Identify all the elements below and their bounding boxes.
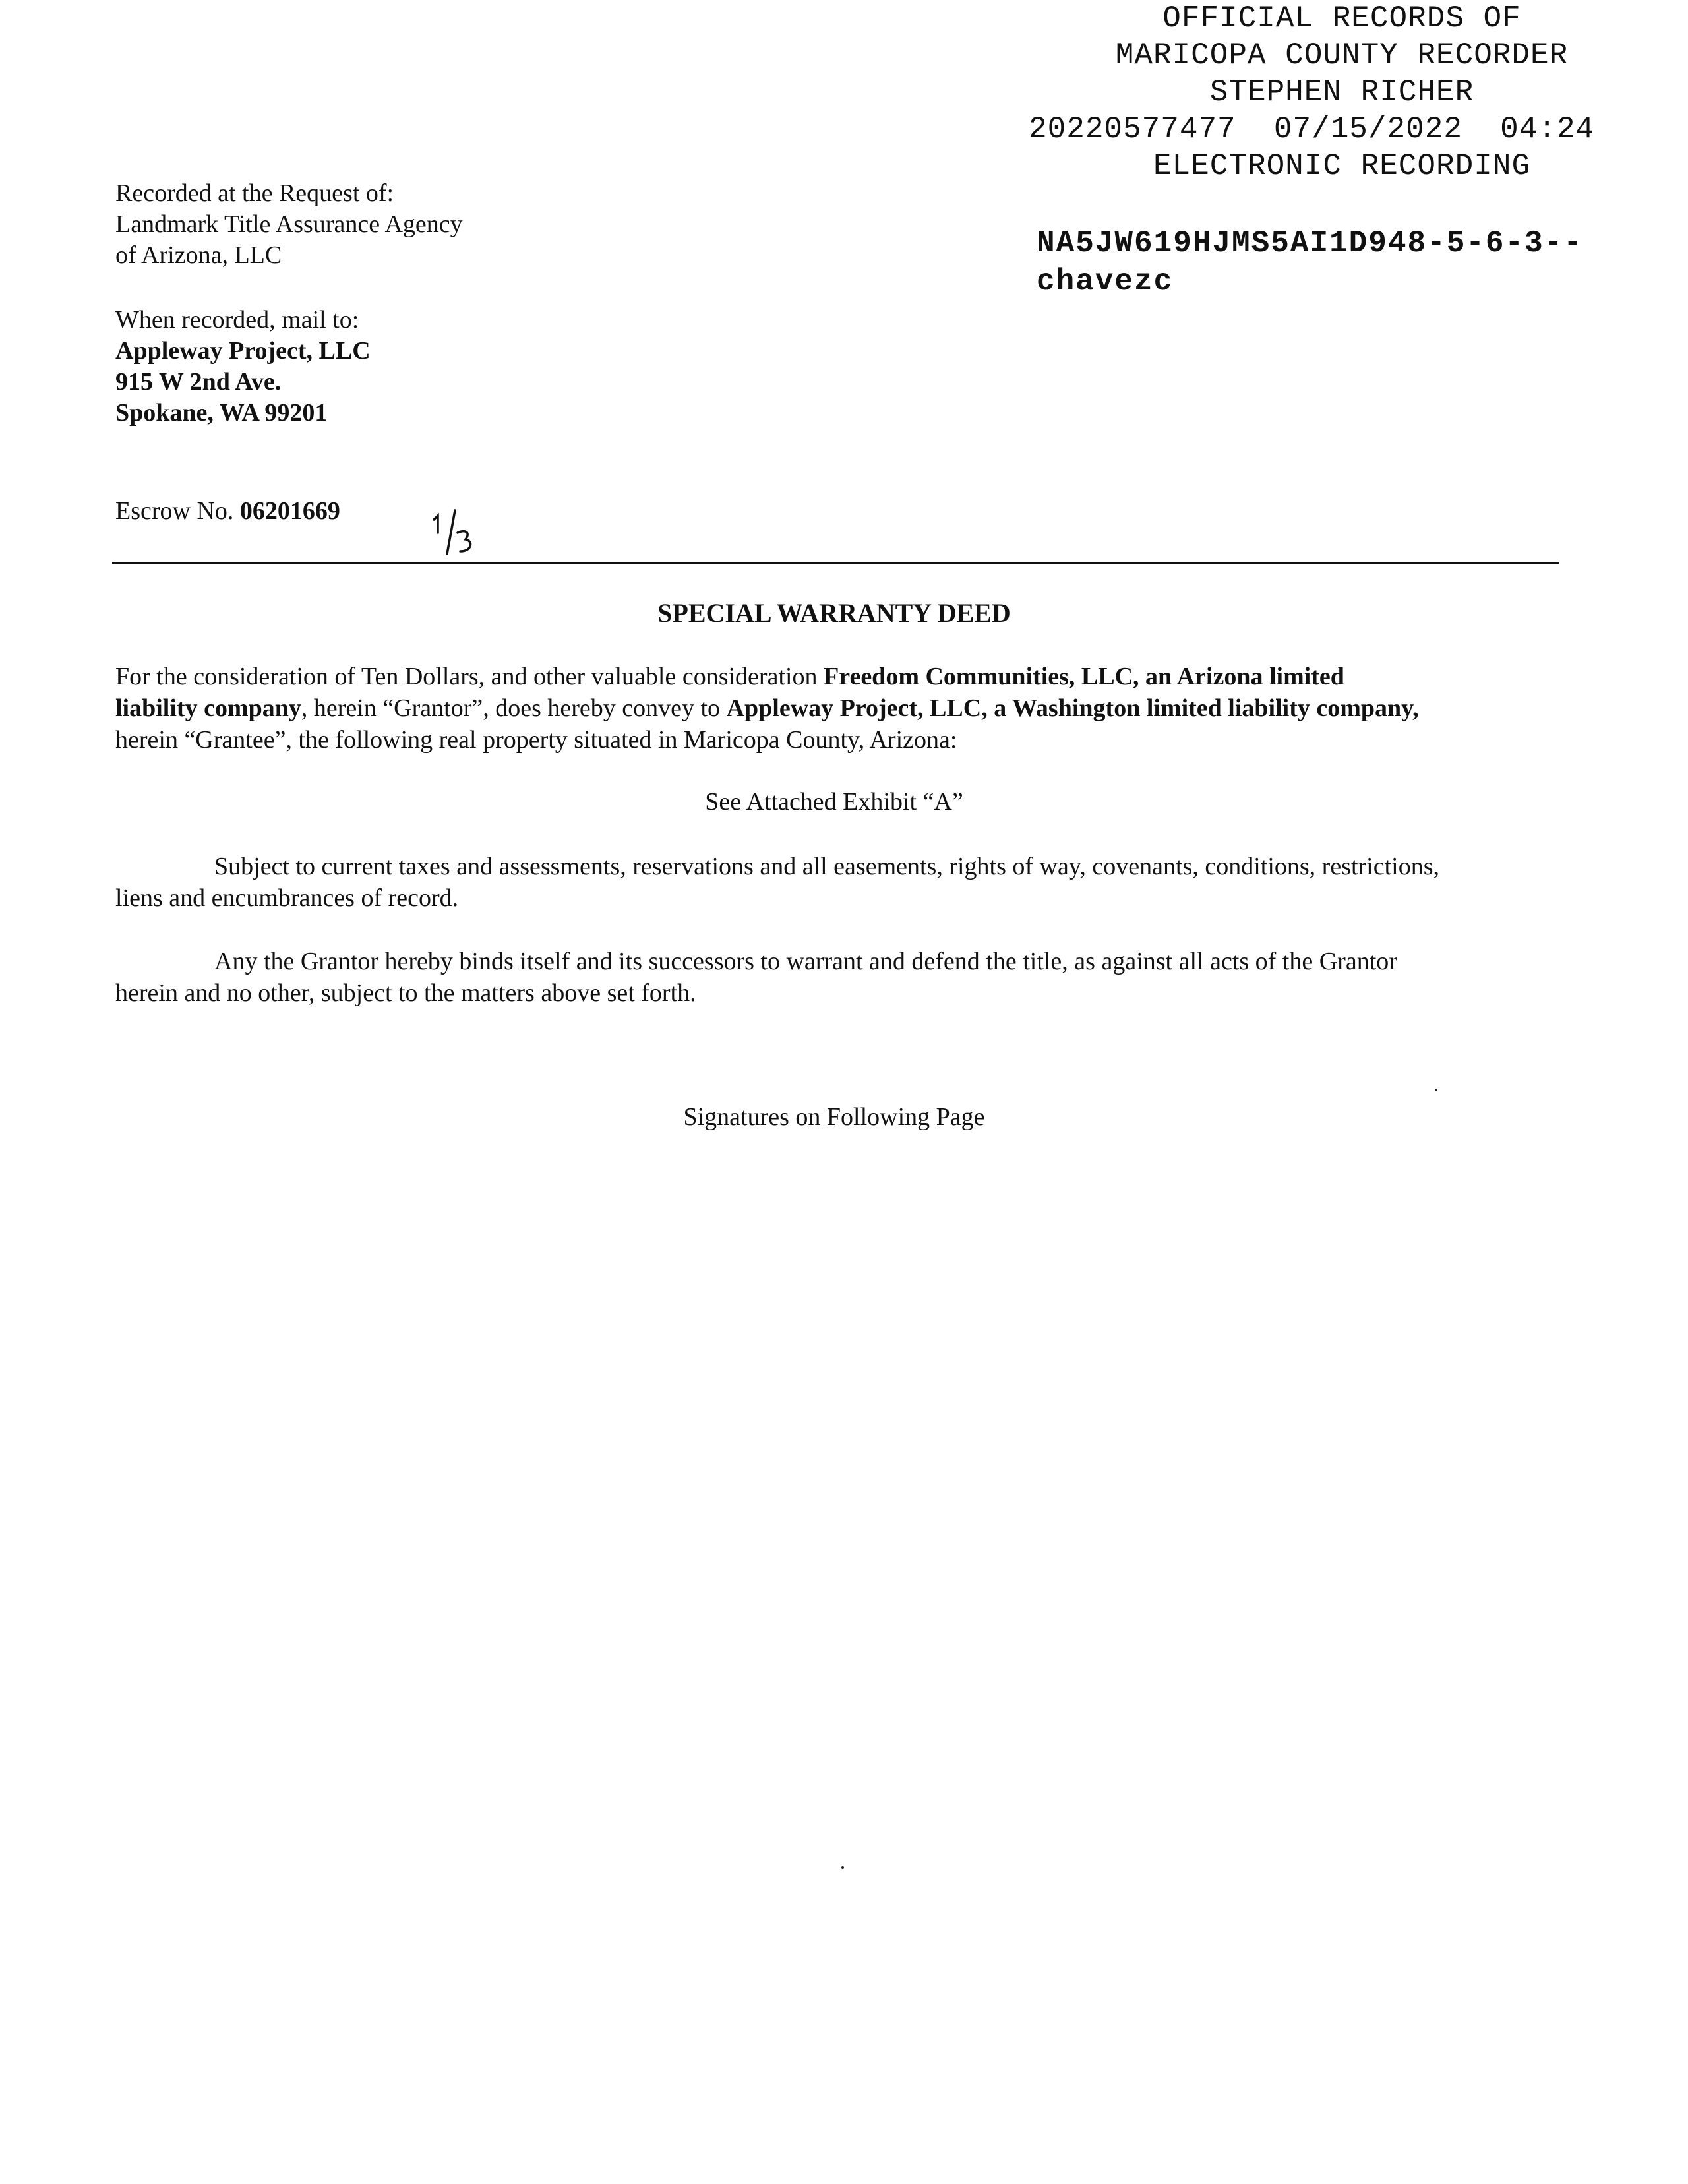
stamp-line-5: ELECTRONIC RECORDING bbox=[1153, 149, 1531, 183]
handwritten-page-note bbox=[429, 506, 488, 559]
p3-line-1: Any the Grantor hereby binds itself and its successors to warrant and defend the title, as against all acts of the Grantor bbox=[214, 948, 1397, 975]
p1-text: For the consideration of Ten Dollars, and other valuable consideration bbox=[115, 663, 824, 690]
grantee-name: Appleway Project, LLC, a Washington limited liability company, bbox=[726, 694, 1419, 722]
stamp-line-2: MARICOPA COUNTY RECORDER bbox=[1115, 38, 1569, 73]
stamp-date: 07/15/2022 bbox=[1273, 112, 1462, 146]
mail-to-name: Appleway Project, LLC bbox=[115, 337, 371, 365]
recording-id-line-1: NA5JW619HJMS5AI1D948-5-6-3-- bbox=[1037, 226, 1583, 260]
escrow-label: Escrow No. bbox=[115, 497, 234, 525]
grantor-name: Freedom Communities, LLC, an Arizona limited bbox=[824, 663, 1344, 690]
p1-line-1 bbox=[115, 661, 1563, 692]
p2-line-2: liens and encumbrances of record. bbox=[115, 884, 459, 912]
stamp-record-number: 20220577477 bbox=[1029, 112, 1236, 146]
signatures-note: Signatures on Following Page bbox=[683, 1103, 985, 1131]
header-divider bbox=[112, 562, 1559, 564]
escrow-number: 06201669 bbox=[239, 497, 340, 525]
escrow-line bbox=[115, 496, 340, 527]
p2-line-1: Subject to current taxes and assessments, reservations and all easements, rights of way, covenants, conditions, restrictions, bbox=[214, 853, 1440, 880]
recorder-stamp bbox=[1029, 0, 1655, 185]
recorded-request-block bbox=[115, 178, 463, 271]
agency-line-1: Landmark Title Assurance Agency bbox=[115, 210, 463, 238]
recorded-request-label: Recorded at the Request of: bbox=[115, 179, 394, 207]
agency-line-2: of Arizona, LLC bbox=[115, 241, 282, 269]
grantor-name-cont: liability company bbox=[115, 694, 301, 722]
p3-line-2: herein and no other, subject to the matters above set forth. bbox=[115, 979, 696, 1007]
p1-line-2 bbox=[115, 692, 1563, 724]
mail-to-block bbox=[115, 305, 371, 429]
mail-to-street: 915 W 2nd Ave. bbox=[115, 368, 282, 396]
scan-speck bbox=[841, 1866, 844, 1869]
p1-text-2: , herein “Grantor”, does hereby convey to bbox=[301, 694, 727, 722]
recording-id bbox=[1037, 224, 1583, 301]
stamp-record-line bbox=[1029, 111, 1655, 148]
mail-to-city: Spokane, WA 99201 bbox=[115, 399, 328, 427]
stamp-line-3: STEPHEN RICHER bbox=[1209, 75, 1474, 109]
recording-id-line-2: chavezc bbox=[1037, 264, 1174, 299]
deed-title: SPECIAL WARRANTY DEED bbox=[657, 598, 1011, 628]
stamp-line-1: OFFICIAL RECORDS OF bbox=[1162, 1, 1521, 36]
scan-speck bbox=[1435, 1089, 1437, 1091]
stamp-time: 04:24 bbox=[1500, 112, 1595, 146]
exhibit-reference: See Attached Exhibit “A” bbox=[705, 788, 963, 816]
warranty-paragraph bbox=[115, 946, 1563, 1009]
consideration-paragraph bbox=[115, 661, 1563, 756]
p1-line-3: herein “Grantee”, the following real property situated in Maricopa County, Arizona: bbox=[115, 726, 957, 754]
subject-to-paragraph bbox=[115, 851, 1563, 914]
mail-to-label: When recorded, mail to: bbox=[115, 306, 359, 334]
